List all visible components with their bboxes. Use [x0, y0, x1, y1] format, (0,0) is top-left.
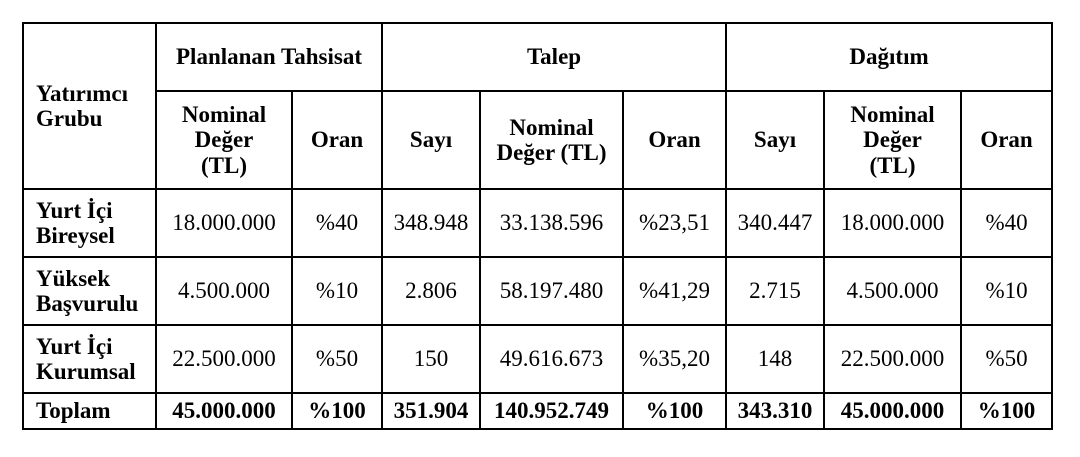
table-row [23, 189, 1052, 257]
total-dist-ratio: %100 [961, 393, 1052, 429]
dist-count-cell: 2.715 [726, 257, 824, 325]
header-row-columns [23, 91, 1052, 189]
header-row-groups [23, 23, 1052, 91]
total-row [23, 393, 1052, 429]
planned-ratio-cell: %10 [292, 257, 382, 325]
demand-nominal-cell: 49.616.673 [480, 325, 623, 393]
demand-ratio-header: Oran [623, 91, 726, 189]
planned-nominal-header: Nominal Değer (TL) [156, 91, 292, 189]
group-label: Yurt İçi Kurumsal [23, 325, 156, 393]
planned-ratio-cell: %40 [292, 189, 382, 257]
demand-nominal-header: Nominal Değer (TL) [480, 91, 623, 189]
demand-ratio-cell: %35,20 [623, 325, 726, 393]
total-dist-count: 343.310 [726, 393, 824, 429]
table-row [23, 325, 1052, 393]
dist-count-cell: 148 [726, 325, 824, 393]
dist-nominal-header: Nominal Değer (TL) [824, 91, 961, 189]
group-label: Yüksek Başvurulu [23, 257, 156, 325]
demand-ratio-cell: %41,29 [623, 257, 726, 325]
planned-allocation-header: Planlanan Tahsisat [156, 23, 382, 91]
demand-count-header: Sayı [382, 91, 480, 189]
planned-nominal-cell: 4.500.000 [156, 257, 292, 325]
dist-nominal-cell: 18.000.000 [824, 189, 961, 257]
total-planned-nominal: 45.000.000 [156, 393, 292, 429]
demand-count-cell: 2.806 [382, 257, 480, 325]
distribution-header: Dağıtım [726, 23, 1052, 91]
demand-nominal-cell: 58.197.480 [480, 257, 623, 325]
total-label: Toplam [23, 393, 156, 429]
total-demand-ratio: %100 [623, 393, 726, 429]
total-planned-ratio: %100 [292, 393, 382, 429]
allocation-table [22, 22, 1053, 430]
dist-ratio-cell: %40 [961, 189, 1052, 257]
dist-nominal-cell: 4.500.000 [824, 257, 961, 325]
dist-ratio-cell: %50 [961, 325, 1052, 393]
dist-nominal-cell: 22.500.000 [824, 325, 961, 393]
demand-count-cell: 348.948 [382, 189, 480, 257]
planned-ratio-header: Oran [292, 91, 382, 189]
planned-nominal-cell: 22.500.000 [156, 325, 292, 393]
table-row [23, 257, 1052, 325]
total-demand-count: 351.904 [382, 393, 480, 429]
total-demand-nominal: 140.952.749 [480, 393, 623, 429]
planned-ratio-cell: %50 [292, 325, 382, 393]
planned-nominal-cell: 18.000.000 [156, 189, 292, 257]
demand-ratio-cell: %23,51 [623, 189, 726, 257]
dist-count-cell: 340.447 [726, 189, 824, 257]
demand-header: Talep [382, 23, 726, 91]
dist-count-header: Sayı [726, 91, 824, 189]
total-dist-nominal: 45.000.000 [824, 393, 961, 429]
demand-nominal-cell: 33.138.596 [480, 189, 623, 257]
investor-group-header: Yatırımcı Grubu [23, 23, 156, 189]
dist-ratio-header: Oran [961, 91, 1052, 189]
dist-ratio-cell: %10 [961, 257, 1052, 325]
group-label: Yurt İçi Bireysel [23, 189, 156, 257]
demand-count-cell: 150 [382, 325, 480, 393]
